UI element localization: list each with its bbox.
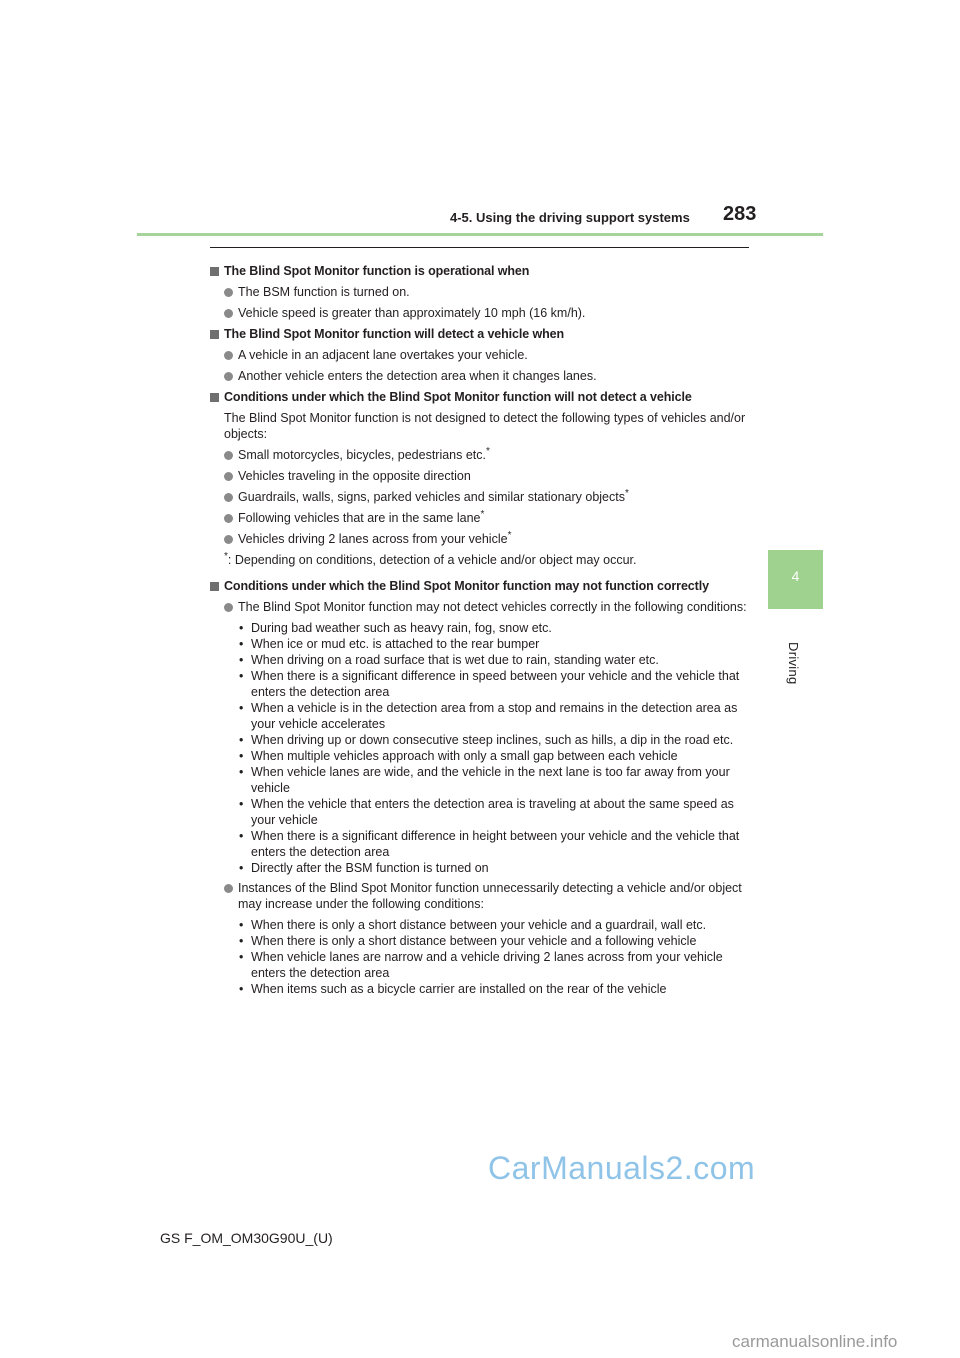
section-heading <box>210 263 755 279</box>
dot-marker: • <box>239 749 244 763</box>
sub-list-item <box>210 732 755 748</box>
sub-list-item <box>210 636 755 652</box>
footnote-marker: * <box>507 529 512 541</box>
sub-list-item <box>210 917 755 933</box>
list-item <box>210 489 755 505</box>
dot-marker: • <box>239 950 244 964</box>
square-bullet-icon <box>210 393 219 402</box>
sub-list-item-text: When items such as a bicycle carrier are installed on the rear of the vehicle <box>251 982 667 996</box>
sub-list-item <box>210 764 755 796</box>
dot-marker: • <box>239 653 244 667</box>
dot-marker: • <box>239 982 244 996</box>
watermark-url: carmanualsonline.info <box>732 1332 898 1351</box>
list-item-text: A vehicle in an adjacent lane overtakes your vehicle. <box>238 348 528 362</box>
section-heading-text: The Blind Spot Monitor function will detect a vehicle when <box>224 327 565 341</box>
list-item <box>210 510 755 526</box>
round-bullet-icon <box>224 472 233 481</box>
section-heading <box>210 389 755 405</box>
sub-list-item <box>210 828 755 860</box>
sub-list-item-text: During bad weather such as heavy rain, fog, snow etc. <box>251 621 552 635</box>
section-intro: The Blind Spot Monitor function is not designed to detect the following types of vehicles and/or objects: <box>224 411 746 441</box>
section-heading <box>210 578 755 594</box>
watermark-logo: CarManuals2.com <box>488 1150 756 1186</box>
round-bullet-icon <box>224 451 233 460</box>
dot-marker: • <box>239 621 244 635</box>
list-item-text: Following vehicles that are in the same lane <box>238 511 481 525</box>
section-heading-text: The Blind Spot Monitor function is operational when <box>224 264 530 278</box>
dot-marker: • <box>239 861 244 875</box>
section-heading <box>210 326 755 342</box>
sub-list-item <box>210 748 755 764</box>
sub-list-item <box>210 933 755 949</box>
dot-marker: • <box>239 637 244 651</box>
sub-list <box>210 917 755 997</box>
section-heading-text: Conditions under which the Blind Spot Monitor function will not detect a vehicle <box>224 390 692 404</box>
sub-list-item-text: When there is only a short distance between your vehicle and a guardrail, wall etc. <box>251 918 707 932</box>
sub-list-item <box>210 620 755 636</box>
list-item-text: Vehicles driving 2 lanes across from your vehicle <box>238 532 508 546</box>
footer-code: GS F_OM_OM30G90U_(U) <box>160 1230 333 1246</box>
list-item-text: Another vehicle enters the detection area when it changes lanes. <box>238 369 597 383</box>
sub-list-item-text: When vehicle lanes are narrow and a vehicle driving 2 lanes across from your vehicle enters the detection area <box>251 950 723 980</box>
list-item <box>210 531 755 547</box>
list-item-text: The Blind Spot Monitor function may not detect vehicles correctly in the following conditions: <box>238 600 747 614</box>
list-item <box>210 599 755 615</box>
list-item-text: Vehicle speed is greater than approximately 10 mph (16 km/h). <box>238 306 586 320</box>
list-item-text: Instances of the Blind Spot Monitor function unnecessarily detecting a vehicle and/or object may increase under the following conditions: <box>238 881 742 911</box>
sub-list-item-text: When driving up or down consecutive steep inclines, such as hills, a dip in the road etc. <box>251 733 734 747</box>
list-item <box>210 305 755 321</box>
sub-list-item-text: When driving on a road surface that is wet due to rain, standing water etc. <box>251 653 659 667</box>
sub-list-item <box>210 981 755 997</box>
header-rule <box>210 247 749 248</box>
round-bullet-icon <box>224 535 233 544</box>
list-item-text: The BSM function is turned on. <box>238 285 410 299</box>
list-item <box>210 368 755 384</box>
sub-list-item-text: When ice or mud etc. is attached to the rear bumper <box>251 637 540 651</box>
sub-list-item-text: When there is a significant difference in speed between your vehicle and the vehicle that enters the detection area <box>251 669 740 699</box>
sub-list-item-text: When multiple vehicles approach with only a small gap between each vehicle <box>251 749 678 763</box>
sub-list-item-text: Directly after the BSM function is turned on <box>251 861 489 875</box>
header-rule-green <box>137 233 823 236</box>
dot-marker: • <box>239 765 244 779</box>
footnote-marker: * <box>480 508 485 520</box>
list-item <box>210 284 755 300</box>
sub-list-item-text: When vehicle lanes are wide, and the vehicle in the next lane is too far away from your vehicle <box>251 765 730 795</box>
dot-marker: • <box>239 733 244 747</box>
footnote-text: : Depending on conditions, detection of a vehicle and/or object may occur. <box>227 553 637 567</box>
sub-list-item <box>210 796 755 828</box>
footnote-marker: * <box>624 487 629 499</box>
sub-list-item-text: When the vehicle that enters the detection area is traveling at about the same speed as your vehicle <box>251 797 734 827</box>
round-bullet-icon <box>224 288 233 297</box>
square-bullet-icon <box>210 582 219 591</box>
section-heading-text: Conditions under which the Blind Spot Monitor function may not function correctly <box>224 579 709 593</box>
sub-list-item <box>210 949 755 981</box>
dot-marker: • <box>239 934 244 948</box>
chapter-number: 4 <box>791 568 800 584</box>
sub-list-item <box>210 860 755 876</box>
dot-marker: • <box>239 669 244 683</box>
dot-marker: • <box>239 918 244 932</box>
sub-list-item <box>210 652 755 668</box>
dot-marker: • <box>239 701 244 715</box>
list-item <box>210 347 755 363</box>
footnote-marker: * <box>224 550 228 562</box>
footnote <box>210 552 755 568</box>
round-bullet-icon <box>224 884 233 893</box>
sub-list-item <box>210 700 755 732</box>
chapter-label: Driving <box>786 642 801 685</box>
page-number: 283 <box>723 203 757 225</box>
list-item-text: Vehicles traveling in the opposite direction <box>238 469 471 483</box>
list-item <box>210 468 755 484</box>
sub-list-item-text: When there is a significant difference in height between your vehicle and the vehicle that enters the detection area <box>251 829 740 859</box>
round-bullet-icon <box>224 603 233 612</box>
header-section-title: 4-5. Using the driving support systems <box>450 210 690 225</box>
round-bullet-icon <box>224 372 233 381</box>
sub-list-item-text: When there is only a short distance between your vehicle and a following vehicle <box>251 934 697 948</box>
sub-list-item <box>210 668 755 700</box>
footnote-marker: * <box>486 445 490 457</box>
round-bullet-icon <box>224 514 233 523</box>
page-content <box>210 258 755 1001</box>
dot-marker: • <box>239 829 244 843</box>
list-item-text: Guardrails, walls, signs, parked vehicles and similar stationary objects <box>238 490 625 504</box>
list-item <box>210 447 755 463</box>
list-item-text: Small motorcycles, bicycles, pedestrians etc. <box>238 448 487 462</box>
square-bullet-icon <box>210 267 219 276</box>
dot-marker: • <box>239 797 244 811</box>
square-bullet-icon <box>210 330 219 339</box>
round-bullet-icon <box>224 309 233 318</box>
sub-list <box>210 620 755 876</box>
list-item <box>210 880 755 912</box>
round-bullet-icon <box>224 493 233 502</box>
round-bullet-icon <box>224 351 233 360</box>
sub-list-item-text: When a vehicle is in the detection area from a stop and remains in the detection area as your vehicle accelerates <box>251 701 738 731</box>
